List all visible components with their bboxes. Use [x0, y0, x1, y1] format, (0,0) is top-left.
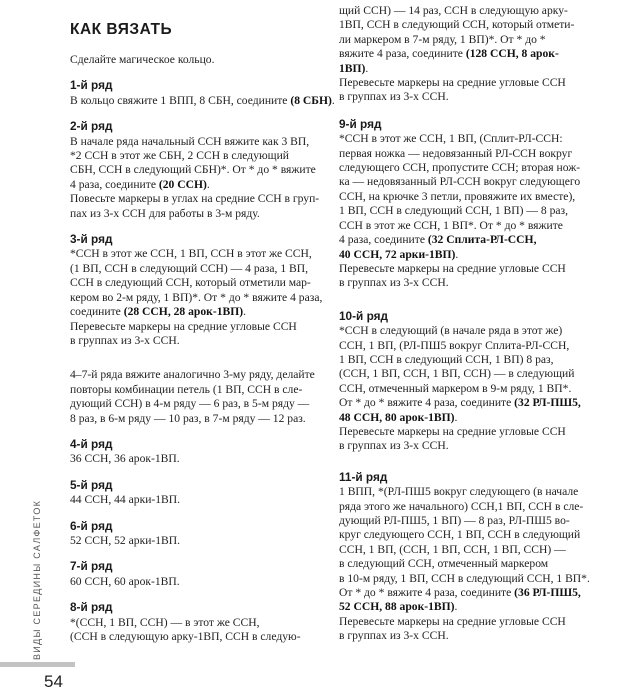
page-edge-bar — [0, 662, 75, 667]
row-1-line: В кольцо свяжите 1 ВПП, 8 СБН, соедините (8 СБН). — [70, 93, 335, 107]
page-number: 54 — [44, 672, 63, 691]
row-9-line: 40 ССН, 72 арки-1ВП). — [339, 247, 459, 261]
intro-paragraph — [70, 53, 322, 67]
row-8-line: в группах из 3-х ССН. — [339, 90, 449, 104]
row-7-line: 60 ССН, 60 арок-1ВП. — [70, 574, 180, 588]
row-4-heading: 4-й ряд — [70, 436, 113, 451]
row-6-heading: 6-й ряд — [70, 518, 113, 533]
rows-4-7-line: дующий ССН) в 4-м ряду — 6 раз, в 5-м ряду — — [70, 397, 310, 411]
row-8-continued — [339, 4, 601, 105]
row-8-line: 1ВП). — [339, 61, 369, 75]
rows-4-7-line: 4–7-й ряда вяжите аналогично 3-му ряду, делайте — [70, 368, 315, 382]
left-column — [70, 53, 335, 655]
row-9-line: ССН в этот же ССН, 1 ВП*. От * до * вяжите — [339, 218, 563, 232]
row-11-section — [339, 470, 601, 644]
row-2-line: СБН, ССН в следующий СБН)*. От * до * вяжите — [70, 163, 316, 177]
row-9-line: ССН, на крючке 3 петли, провяжите их вместе), — [339, 189, 576, 203]
row-1-section — [70, 78, 335, 108]
row-8-line: (ССН в следующую арку-1ВП, ССН в следую- — [70, 630, 301, 643]
row-10-line: 48 ССН, 80 арок-1ВП). — [339, 410, 458, 424]
row-2-line: В начале ряда начальный ССН вяжите как 3 ВП, — [70, 134, 310, 148]
row-8-line: *(ССН, 1 ВП, ССН) — в этот же ССН, — [70, 615, 260, 629]
row-1-heading: 1-й ряд — [70, 78, 113, 93]
row-11-line: в следующий ССН, отмеченный маркером — [339, 557, 549, 571]
row-8-line: 1ВП, ССН в следующий ССН, который отмети- — [339, 18, 575, 32]
row-10-line: ССН, 1 ВП, (РЛ-ПШ5 вокруг Сплита-РЛ-ССН, — [339, 338, 570, 352]
row-2-line: 4 раза, соедините (20 ССН). — [70, 177, 210, 191]
row-2-section — [70, 119, 322, 221]
row-3-line: кером во 2-м ряду, 1 ВП)*. От * до * вяжите 4 раза, — [70, 290, 323, 304]
row-8-line: вяжите 4 раза, соедините (128 ССН, 8 арок- — [339, 47, 559, 61]
row-3-line: в группах из 3-х ССН. — [70, 333, 180, 347]
row-2-line: пах из 3-х ССН для работы в 3-м ряду. — [70, 206, 260, 220]
row-3-heading: 3-й ряд — [70, 232, 113, 247]
row-3-line: Перевесьте маркеры на средние угловые ССН — [70, 319, 297, 333]
row-11-line: ряда этого же начального) ССН,1 ВП, ССН в сле- — [339, 499, 584, 513]
row-9-line: 4 раза, соедините (32 Сплита-РЛ-ССН, — [339, 233, 537, 247]
row-10-line: 1 ВП, ССН в следующий ССН, 1 ВП) 8 раз, — [339, 352, 554, 366]
rows-4-7-line: 8 раз, в 6-м ряду — 10 раз, в 7-м ряду — 12 раз. — [70, 411, 306, 425]
row-11-line: Перевесьте маркеры на средние угловые ССН — [339, 614, 566, 628]
row-9-section — [339, 117, 601, 291]
row-11-line: 52 ССН, 88 арок-1ВП). — [339, 600, 458, 614]
row-9-line: 1 ВП, ССН в следующий ССН, 1 ВП) — 8 раз, — [339, 204, 569, 218]
row-7-section — [70, 559, 322, 589]
row-9-line: Перевесьте маркеры на средние угловые ССН — [339, 261, 566, 275]
row-7-heading: 7-й ряд — [70, 559, 113, 574]
row-9-heading: 9-й ряд — [339, 116, 382, 131]
row-10-line: От * до * вяжите 4 раза, соедините (32 РЛ-ПШ5, — [339, 396, 581, 410]
row-9-line: *ССН в этот же ССН, 1 ВП, (Сплит-РЛ-ССН: — [339, 132, 563, 146]
row-11-line: От * до * вяжите 4 раза, соедините (36 РЛ-ПШ5, — [339, 586, 581, 600]
row-2-heading: 2-й ряд — [70, 119, 113, 134]
row-11-line: дующий РЛ-ПШ5, 1 ВП) — 8 раз, РЛ-ПШ5 во- — [339, 514, 570, 527]
row-10-line: Перевесьте маркеры на средние угловые ССН — [339, 424, 566, 438]
row-4-line: 36 ССН, 36 арок-1ВП. — [70, 452, 180, 466]
row-6-section — [70, 519, 322, 549]
row-11-line: ССН, 1 ВП, (ССН, 1 ВП, ССН, 1 ВП, ССН) — — [339, 542, 566, 556]
row-8-heading: 8-й ряд — [70, 600, 113, 615]
rows-4-7-line: повторы комбинации петель (1 ВП, ССН в сле- — [70, 382, 303, 396]
row-5-heading: 5-й ряд — [70, 477, 113, 492]
row-8-line: Перевесьте маркеры на средние угловые ССН — [339, 76, 566, 90]
row-3-line: *ССН в этот же ССН, 1 ВП, ССН в этот же ССН, — [70, 247, 312, 261]
row-6-line: 52 ССН, 52 арки-1ВП. — [70, 533, 181, 547]
row-10-line: ССН, отмеченный маркером в 9-м ряду, 1 ВП*. — [339, 381, 572, 395]
row-3-line: ССН в следующий ССН, который отметили мар- — [70, 276, 311, 290]
row-9-line: первая ножка — недовязанный РЛ-ССН вокруг — [339, 146, 573, 160]
row-9-line: следующего ССН, пропустите ССН; вторая нож- — [339, 161, 581, 175]
row-10-line: в группах из 3-х ССН. — [339, 439, 449, 453]
row-3-line: (1 ВП, ССН в следующий ССН) — 4 раза, 1 ВП, — [70, 261, 309, 275]
row-3-line: соедините (28 ССН, 28 арок-1ВП). — [70, 305, 247, 319]
row-11-line: в группах из 3-х ССН. — [339, 629, 449, 643]
row-2-line: *2 ССН в этот же СБН, 2 ССН в следующий — [70, 149, 289, 163]
row-11-line: круг следующего ССН, 1 ВП, ССН в следующий — [339, 528, 581, 542]
row-10-section — [339, 309, 601, 454]
row-9-line: в группах из 3-х ССН. — [339, 276, 449, 290]
row-11-line: 1 ВПП, *(РЛ-ПШ5 вокруг следующего (в начале — [339, 485, 579, 499]
row-8-section — [70, 600, 322, 644]
rows-4-7-paragraph — [70, 368, 322, 426]
row-3-section — [70, 232, 322, 348]
row-9-line: ка — недовязанный РЛ-ССН вокруг следующего — [339, 175, 581, 189]
page-title: КАК ВЯЗАТЬ — [70, 21, 173, 38]
intro-text: Сделайте магическое кольцо. — [70, 53, 215, 66]
section-side-label: ВИДЫ СЕРЕДИНЫ САЛФЕТОК — [32, 499, 42, 660]
row-5-line: 44 ССН, 44 арки-1ВП. — [70, 493, 181, 507]
row-11-heading: 11-й ряд — [339, 469, 388, 484]
row-10-line: (ССН, 1 ВП, ССН, 1 ВП, ССН) — в следующий — [339, 367, 575, 381]
row-8-line: щий ССН) — 14 раз, ССН в следующую арку- — [339, 4, 568, 17]
row-8-line: ли маркером в 7-м ряду, 1 ВП)*. От * до * — [339, 32, 546, 46]
row-10-heading: 10-й ряд — [339, 308, 389, 323]
row-4-section — [70, 437, 322, 467]
row-10-line: *ССН в следующий (в начале ряда в этот же) — [339, 324, 563, 338]
row-11-line: в 10-м ряду, 1 ВП, ССН в следующий ССН, 1 ВП*. — [339, 571, 590, 585]
row-2-line: Повесьте маркеры в углах на средние ССН в груп- — [70, 192, 320, 206]
right-column — [339, 4, 601, 655]
row-5-section — [70, 478, 322, 508]
